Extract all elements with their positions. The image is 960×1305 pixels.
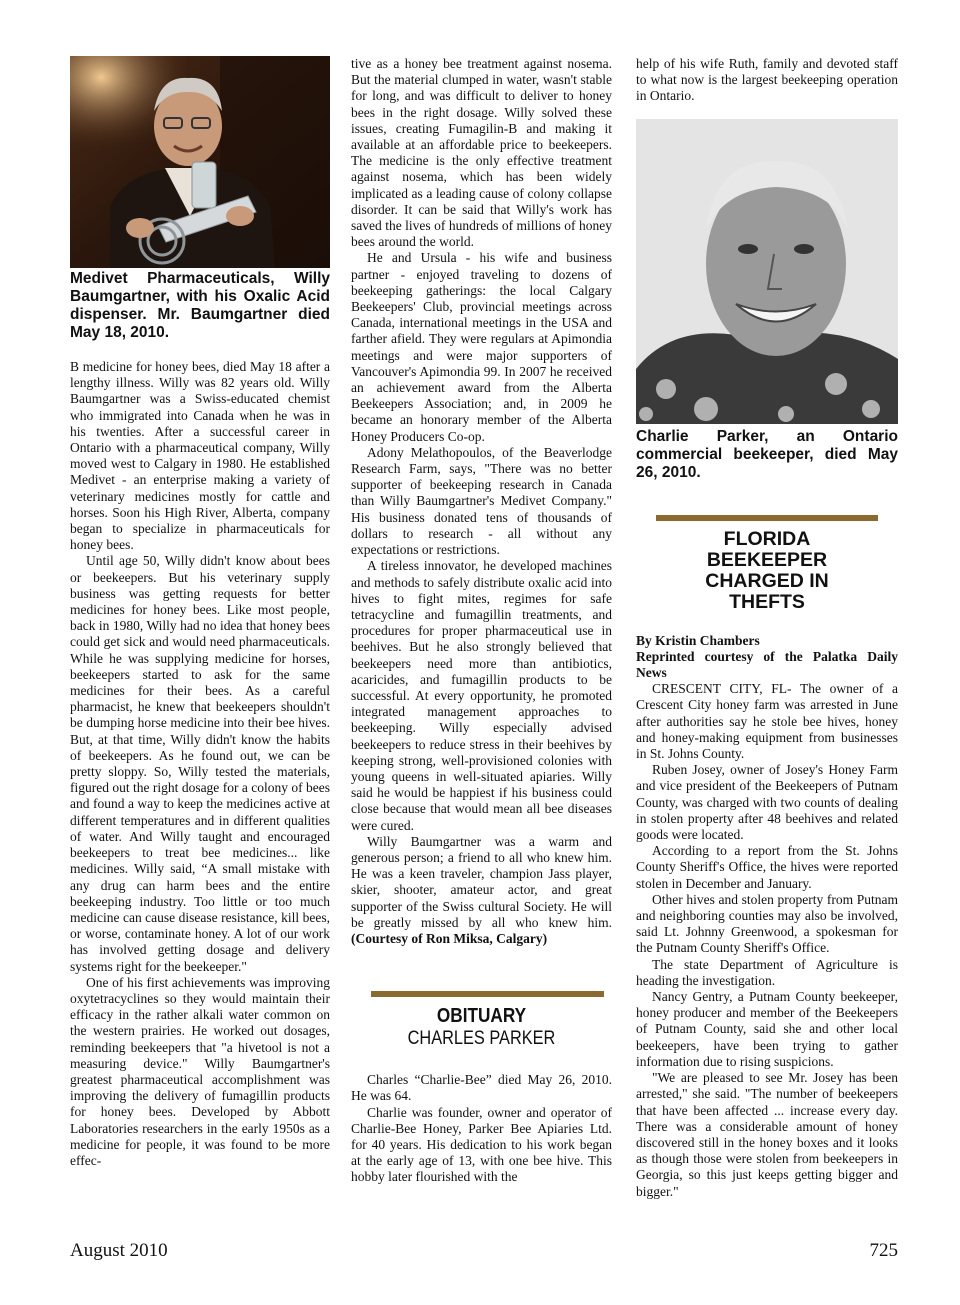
obituary-rule [371,991,604,997]
paragraph: CRESCENT CITY, FL- The owner of a Crescent City honey farm was arrested in June after authorities say he stole bee hives, honey and honey-making equipment from businesses in St. Johns County. [636,681,898,762]
column-1 [70,56,330,1169]
byline: By Kristin Chambers [636,632,760,648]
paragraph: tive as a honey bee treatment against nosema. But the material clumped in water, wasn't stable for long, and was difficult to deliver to honey bees in the right dosage. Willy solved these issues, creating Fumagilin-B and making it available at an affordable price to beekeepers. The medicine is the only effective treatment against nosema, which has been widely implicated as a leading cause of colony collapse disorder. It can be said that Willy's work has saved the lives of hundreds of millions of honey bees around the world. [351,56,612,250]
willy-baumgartner-photo [70,56,330,268]
paragraph: help of his wife Ruth, family and devoted staff to what now is the largest beekeeping operation in Ontario. [636,56,898,104]
footer-page-number: 725 [869,1240,898,1261]
column-2 [351,56,612,1186]
charlie-photo-caption: Charlie Parker, an Ontario commercial beekeeper, died May 26, 2010. [636,427,898,481]
photo-illustration-charlie [636,119,898,424]
paragraph: Adony Melathopoulos, of the Beaverlodge Research Farm, says, "There was no better supporter of beekeeping research in Canada than Willy Baumgartner's Medivet Company." His business donated tens of thousands of dollars to research - all without any expectations or restrictions. [351,444,612,558]
credit-line: (Courtesy of Ron Miksa, Calgary) [351,930,548,946]
paragraph: The state Department of Agriculture is heading the investigation. [636,956,898,988]
reprint-credit: Reprinted courtesy of the Palatka Daily News [636,648,898,681]
column-3 [636,56,898,1200]
footer-date: August 2010 [70,1240,168,1261]
paragraph: Nancy Gentry, a Putnam County beekeeper, honey producer and member of the Beekeepers of Putnam County, said she and other local beekeepers, have been trying to gather information due to rising suspicions. [636,989,898,1069]
paragraph [351,834,612,947]
photo-illustration-willy [70,56,330,268]
charlie-parker-photo [636,119,898,424]
willy-obituary-text-part1 [70,359,330,1169]
florida-article [636,633,898,1200]
obituary-subheading: CHARLES PARKER [407,1028,556,1050]
florida-article-rule [656,515,878,521]
paragraph: "We are pleased to see Mr. Josey has been arrested," she said. "The number of beekeepers that have been affected ... increase every day. There was a considerable amount of honey discovered still in the honey boxes and it looks as though those were stolen from beekeepers in Georgia, so this just keeps getting bigger and bigger." [636,1070,898,1199]
florida-article-headline: FLORIDA BEEKEEPER CHARGED IN THEFTS [705,527,829,613]
paragraph: Charles “Charlie-Bee” died May 26, 2010. He was 64. [351,1072,612,1104]
paragraph: B medicine for honey bees, died May 18 after a lengthy illness. Willy was 82 years old. Willy Baumgartner was a Swiss-educated chemist who immigrated into Canada when he was in his twenties. After a successful career in Ontario with a pharmaceutical company, Willy moved west to Calgary in 1980. He established Medivet - an enterprise making a variety of veterinary medicines mostly for cattle and horses. Soon his High River, Alberta, company began to specialize in pharmaceuticals for honey bees. [70,359,330,553]
charles-parker-obituary [351,1072,612,1185]
paragraph: Other hives and stolen property from Putnam and neighboring counties may also be involved, said Lt. Johnny Greenwood, a spokesman for the Putnam County Sheriff's Office. [636,891,898,956]
paragraph: A tireless innovator, he developed machines and methods to safely distribute oxalic acid into hives to fight mites, regimes for safe tetracycline and fumagillin treatments, and procedures for proper pharmaceutical use in beehives. But he also strongly believed that beekeepers need more than antibiotics, acaricides, and fumagillin products to be successful. At every opportunity, he promoted integrated management approaches to beekeeping. Willy especially advised beekeepers to reduce stress in their beehives by keeping strong, well-provisioned colonies with young queens in well-situated apiaries. Willy said he would be happiest if his business could close because that would mean all bee diseases were cured. [351,558,612,833]
paragraph: He and Ursula - his wife and business partner - enjoyed traveling to dozens of beekeeping gatherings: the local Calgary Beekeepers' Club, provincial meetings across Canada, international meetings in the USA and farther afield. They were regulars at Apimondia meetings and were major supporters of Vancouver's Apimondia 99. In 2007 he received an achievement award from the Alberta Beekeepers Association; and, in 2009 he became an honorary member of the Alberta Honey Producers Co-op. [351,250,612,444]
obituary-heading: OBITUARY [436,1005,527,1028]
paragraph: Until age 50, Willy didn't know about bees or beekeepers. But his veterinary supply business was getting requests for better medicines for honey bees. Like most people, back in 1980, Willy had no idea that honey bees could get sick and would need pharmaceuticals. While he was supplying medicine for horses, beekeepers started to ask for the same medicines for their bees. As a careful pharmacist, he knew that beekeepers shouldn't be dumping horse medicine into their bee hives. But, at that time, Willy didn't know the habits of beekeepers. As he found out, we can be pretty sloppy. So, Willy tested the materials, figured out the right dosage for a colony of bees and found a way to keep the medicines active at different temperatures and in different qualities of water. And Willy taught and encouraged beekeepers to treat bee medicines... like medicines. Willy said, “A small mistake with any drug can harm bees and the entire beekeeping industry. Too little or too much medicine can cause disease resistance, kill bees, or worse, contaminate honey. A lot of our work has involved getting dosage and delivery systems right for the beekeeper." [70,553,330,974]
willy-obituary-text-part2 [351,56,612,947]
paragraph-text: Willy Baumgartner was a warm and generous person; a friend to all who knew him. He was a keen traveler, champion Jass player, skier, shooter, amateur actor, and great supporter of the Swiss cultural Society. He will be greatly missed by all who knew him. [351,833,612,930]
paragraph: Ruben Josey, owner of Josey's Honey Farm and vice president of the Beekeepers of Putnam County, was charged with two counts of dealing in stolen property after 48 beehives and related goods were located. [636,762,898,843]
charles-parker-obituary-cont [636,56,898,105]
paragraph: Charlie was founder, owner and operator of Charlie-Bee Honey, Parker Bee Apiaries Ltd. for 40 years. His dedication to his work began at the early age of 13, with one bee hive. This hobby later flourished with the [351,1104,612,1185]
paragraph: According to a report from the St. Johns County Sheriff's Office, the hives were reported stolen in December and January. [636,843,898,891]
willy-photo-caption: Medivet Pharmaceuticals, Willy Baumgartner, with his Oxalic Acid dispenser. Mr. Baumgartner died May 18, 2010. [70,270,330,341]
paragraph: One of his first achievements was improving oxytetracyclines so they would maintain their efficacy in the rather alkali water common on the western prairies. He worked out dosages, reminding beekeepers that "a hivetool is not a measuring device." Willy Baumgartner's greatest pharmaceutical accomplishment was improving the delivery of fumagillin products for honey bees. Developed by Abbott Laboratories researchers in the early 1950s as a medicine for people, it was found to be more effec- [70,974,330,1168]
